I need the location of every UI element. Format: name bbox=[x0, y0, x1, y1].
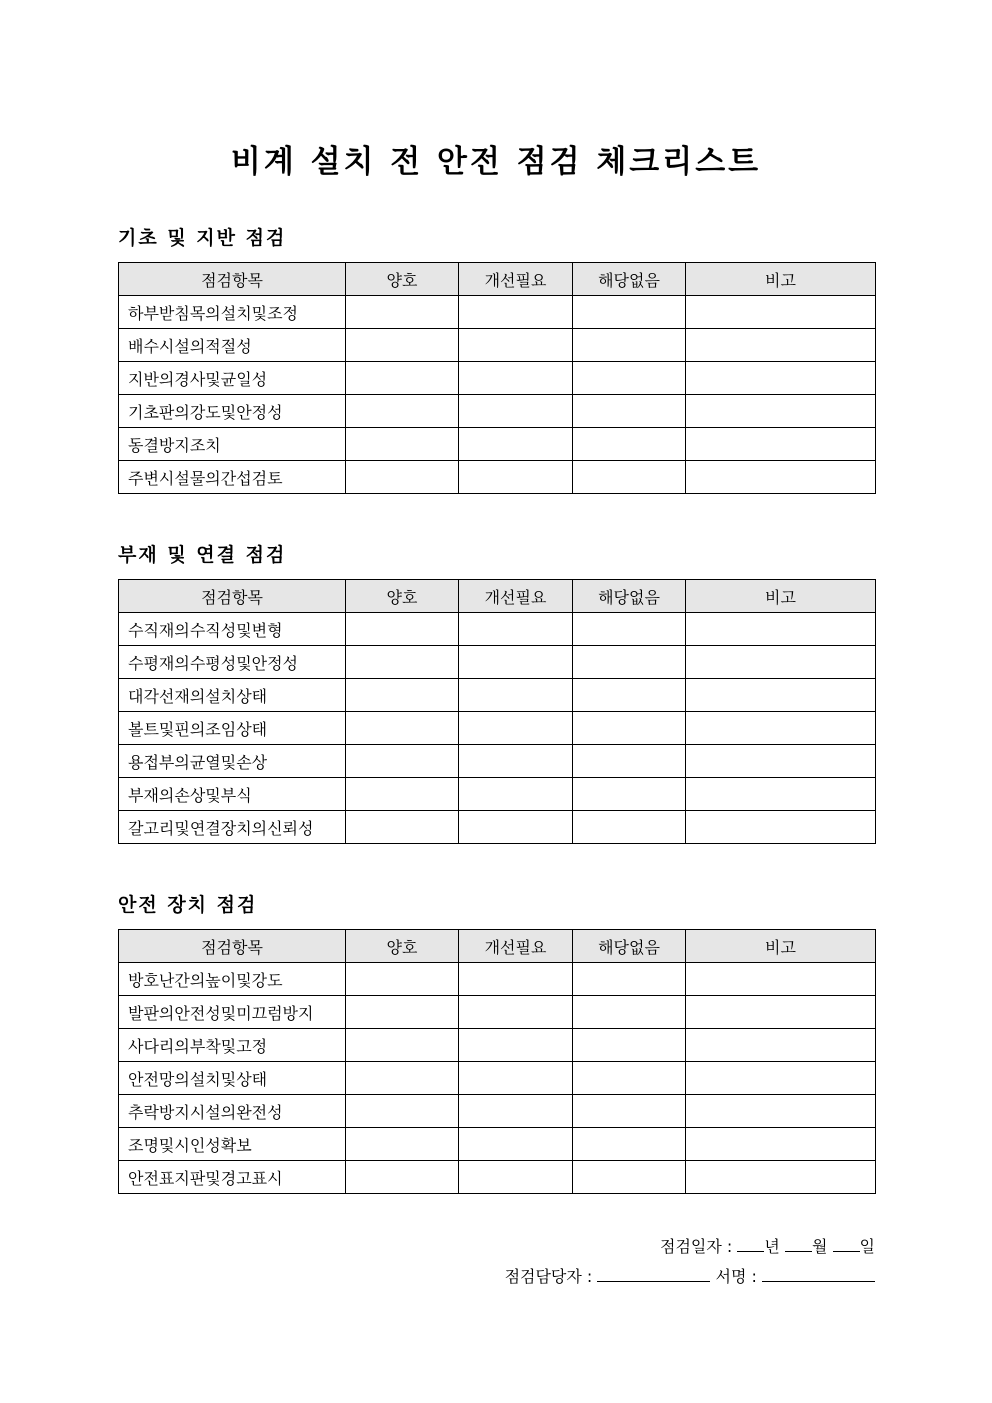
table-row bbox=[119, 362, 876, 395]
inspector-signature-line bbox=[505, 1264, 875, 1287]
good-cell[interactable] bbox=[346, 1029, 459, 1062]
inspection-date-line bbox=[660, 1234, 875, 1257]
table-row bbox=[119, 811, 876, 844]
good-cell[interactable] bbox=[346, 296, 459, 329]
not-applicable-cell[interactable] bbox=[573, 745, 686, 778]
signature-field[interactable] bbox=[762, 1267, 875, 1282]
table-row bbox=[119, 1161, 876, 1194]
table-row bbox=[119, 1062, 876, 1095]
remarks-cell[interactable] bbox=[686, 1161, 876, 1194]
needs-improvement-cell[interactable] bbox=[459, 1062, 573, 1095]
header-remarks: 비고 bbox=[686, 263, 876, 296]
table-row bbox=[119, 1128, 876, 1161]
check-item-label: 부재의손상및부식 bbox=[119, 778, 346, 811]
not-applicable-cell[interactable] bbox=[573, 963, 686, 996]
check-item-label: 갈고리및연결장치의신뢰성 bbox=[119, 811, 346, 844]
good-cell[interactable] bbox=[346, 461, 459, 494]
day-field[interactable] bbox=[833, 1237, 860, 1252]
check-item-label: 사다리의부착및고정 bbox=[119, 1029, 346, 1062]
needs-improvement-cell[interactable] bbox=[459, 329, 573, 362]
signature-label: 서명 : bbox=[715, 1267, 757, 1286]
header-needs-improvement: 개선필요 bbox=[459, 580, 573, 613]
header-remarks: 비고 bbox=[686, 580, 876, 613]
good-cell[interactable] bbox=[346, 395, 459, 428]
checklist-table-members bbox=[118, 579, 876, 844]
table-row bbox=[119, 329, 876, 362]
remarks-cell[interactable] bbox=[686, 1029, 876, 1062]
table-row bbox=[119, 646, 876, 679]
table-row bbox=[119, 778, 876, 811]
table-header-row bbox=[119, 580, 876, 613]
header-needs-improvement: 개선필요 bbox=[459, 930, 573, 963]
header-good: 양호 bbox=[346, 930, 459, 963]
check-item-label: 안전망의설치및상태 bbox=[119, 1062, 346, 1095]
needs-improvement-cell[interactable] bbox=[459, 296, 573, 329]
good-cell[interactable] bbox=[346, 963, 459, 996]
not-applicable-cell[interactable] bbox=[573, 329, 686, 362]
remarks-cell[interactable] bbox=[686, 811, 876, 844]
not-applicable-cell[interactable] bbox=[573, 811, 686, 844]
good-cell[interactable] bbox=[346, 996, 459, 1029]
remarks-cell[interactable] bbox=[686, 1062, 876, 1095]
not-applicable-cell[interactable] bbox=[573, 1095, 686, 1128]
header-needs-improvement: 개선필요 bbox=[459, 263, 573, 296]
section-title-members: 부재 및 연결 점검 bbox=[118, 544, 287, 566]
remarks-cell[interactable] bbox=[686, 745, 876, 778]
good-cell[interactable] bbox=[346, 1128, 459, 1161]
inspector-name-field[interactable] bbox=[597, 1267, 710, 1282]
remarks-cell[interactable] bbox=[686, 362, 876, 395]
check-item-label: 수직재의수직성및변형 bbox=[119, 613, 346, 646]
table-row bbox=[119, 679, 876, 712]
table-header-row bbox=[119, 263, 876, 296]
not-applicable-cell[interactable] bbox=[573, 296, 686, 329]
checklist-table-safety-devices bbox=[118, 929, 876, 1194]
good-cell[interactable] bbox=[346, 745, 459, 778]
remarks-cell[interactable] bbox=[686, 778, 876, 811]
remarks-cell[interactable] bbox=[686, 996, 876, 1029]
table-row bbox=[119, 395, 876, 428]
table-row bbox=[119, 1095, 876, 1128]
not-applicable-cell[interactable] bbox=[573, 1161, 686, 1194]
not-applicable-cell[interactable] bbox=[573, 996, 686, 1029]
header-item: 점검항목 bbox=[119, 580, 346, 613]
good-cell[interactable] bbox=[346, 712, 459, 745]
not-applicable-cell[interactable] bbox=[573, 461, 686, 494]
table-row bbox=[119, 428, 876, 461]
check-item-label: 안전표지판및경고표시 bbox=[119, 1161, 346, 1194]
good-cell[interactable] bbox=[346, 613, 459, 646]
month-label: 월 bbox=[811, 1237, 828, 1256]
remarks-cell[interactable] bbox=[686, 646, 876, 679]
check-item-label: 동결방지조치 bbox=[119, 428, 346, 461]
check-item-label: 방호난간의높이및강도 bbox=[119, 963, 346, 996]
needs-improvement-cell[interactable] bbox=[459, 1029, 573, 1062]
check-item-label: 대각선재의설치상태 bbox=[119, 679, 346, 712]
remarks-cell[interactable] bbox=[686, 329, 876, 362]
table-row bbox=[119, 996, 876, 1029]
date-label: 점검일자 : bbox=[660, 1237, 733, 1256]
needs-improvement-cell[interactable] bbox=[459, 1161, 573, 1194]
not-applicable-cell[interactable] bbox=[573, 613, 686, 646]
inspector-label: 점검담당자 : bbox=[504, 1267, 593, 1286]
table-header-row bbox=[119, 930, 876, 963]
needs-improvement-cell[interactable] bbox=[459, 963, 573, 996]
not-applicable-cell[interactable] bbox=[573, 362, 686, 395]
checklist-table-foundation bbox=[118, 262, 876, 494]
table-row bbox=[119, 613, 876, 646]
check-item-label: 배수시설의적절성 bbox=[119, 329, 346, 362]
needs-improvement-cell[interactable] bbox=[459, 712, 573, 745]
header-good: 양호 bbox=[346, 263, 459, 296]
header-not-applicable: 해당없음 bbox=[573, 263, 686, 296]
check-item-label: 기초판의강도및안정성 bbox=[119, 395, 346, 428]
check-item-label: 용접부의균열및손상 bbox=[119, 745, 346, 778]
good-cell[interactable] bbox=[346, 362, 459, 395]
remarks-cell[interactable] bbox=[686, 712, 876, 745]
header-item: 점검항목 bbox=[119, 930, 346, 963]
needs-improvement-cell[interactable] bbox=[459, 778, 573, 811]
not-applicable-cell[interactable] bbox=[573, 1128, 686, 1161]
check-item-label: 수평재의수평성및안정성 bbox=[119, 646, 346, 679]
needs-improvement-cell[interactable] bbox=[459, 646, 573, 679]
needs-improvement-cell[interactable] bbox=[459, 811, 573, 844]
check-item-label: 조명및시인성확보 bbox=[119, 1128, 346, 1161]
not-applicable-cell[interactable] bbox=[573, 646, 686, 679]
good-cell[interactable] bbox=[346, 428, 459, 461]
remarks-cell[interactable] bbox=[686, 963, 876, 996]
month-field[interactable] bbox=[785, 1237, 812, 1252]
remarks-cell[interactable] bbox=[686, 428, 876, 461]
good-cell[interactable] bbox=[346, 1095, 459, 1128]
remarks-cell[interactable] bbox=[686, 461, 876, 494]
good-cell[interactable] bbox=[346, 778, 459, 811]
good-cell[interactable] bbox=[346, 646, 459, 679]
header-good: 양호 bbox=[346, 580, 459, 613]
check-item-label: 볼트및핀의조임상태 bbox=[119, 712, 346, 745]
table-row bbox=[119, 296, 876, 329]
year-label: 년 bbox=[764, 1237, 780, 1256]
table-row bbox=[119, 745, 876, 778]
header-remarks: 비고 bbox=[686, 930, 876, 963]
remarks-cell[interactable] bbox=[686, 296, 876, 329]
header-item: 점검항목 bbox=[119, 263, 346, 296]
needs-improvement-cell[interactable] bbox=[459, 679, 573, 712]
needs-improvement-cell[interactable] bbox=[459, 745, 573, 778]
table-row bbox=[119, 712, 876, 745]
remarks-cell[interactable] bbox=[686, 1128, 876, 1161]
needs-improvement-cell[interactable] bbox=[459, 613, 573, 646]
section-title-safety-devices: 안전 장치 점검 bbox=[118, 894, 258, 916]
not-applicable-cell[interactable] bbox=[573, 778, 686, 811]
good-cell[interactable] bbox=[346, 329, 459, 362]
needs-improvement-cell[interactable] bbox=[459, 1128, 573, 1161]
check-item-label: 추락방지시설의완전성 bbox=[119, 1095, 346, 1128]
header-not-applicable: 해당없음 bbox=[573, 580, 686, 613]
not-applicable-cell[interactable] bbox=[573, 428, 686, 461]
header-not-applicable: 해당없음 bbox=[573, 930, 686, 963]
day-label: 일 bbox=[859, 1237, 875, 1256]
good-cell[interactable] bbox=[346, 1161, 459, 1194]
not-applicable-cell[interactable] bbox=[573, 1029, 686, 1062]
remarks-cell[interactable] bbox=[686, 679, 876, 712]
not-applicable-cell[interactable] bbox=[573, 679, 686, 712]
good-cell[interactable] bbox=[346, 811, 459, 844]
remarks-cell[interactable] bbox=[686, 1095, 876, 1128]
good-cell[interactable] bbox=[346, 1062, 459, 1095]
not-applicable-cell[interactable] bbox=[573, 395, 686, 428]
needs-improvement-cell[interactable] bbox=[459, 461, 573, 494]
section-title-foundation: 기초 및 지반 점검 bbox=[118, 227, 287, 249]
table-row bbox=[119, 963, 876, 996]
check-item-label: 지반의경사및균일성 bbox=[119, 362, 346, 395]
remarks-cell[interactable] bbox=[686, 613, 876, 646]
table-row bbox=[119, 1029, 876, 1062]
not-applicable-cell[interactable] bbox=[573, 1062, 686, 1095]
page-title: 비계 설치 전 안전 점검 체크리스트 bbox=[230, 144, 762, 180]
needs-improvement-cell[interactable] bbox=[459, 395, 573, 428]
check-item-label: 주변시설물의간섭검토 bbox=[119, 461, 346, 494]
not-applicable-cell[interactable] bbox=[573, 712, 686, 745]
check-item-label: 발판의안전성및미끄럼방지 bbox=[119, 996, 346, 1029]
remarks-cell[interactable] bbox=[686, 395, 876, 428]
needs-improvement-cell[interactable] bbox=[459, 996, 573, 1029]
needs-improvement-cell[interactable] bbox=[459, 1095, 573, 1128]
table-row bbox=[119, 461, 876, 494]
check-item-label: 하부받침목의설치및조정 bbox=[119, 296, 346, 329]
needs-improvement-cell[interactable] bbox=[459, 428, 573, 461]
year-field[interactable] bbox=[737, 1237, 764, 1252]
good-cell[interactable] bbox=[346, 679, 459, 712]
needs-improvement-cell[interactable] bbox=[459, 362, 573, 395]
